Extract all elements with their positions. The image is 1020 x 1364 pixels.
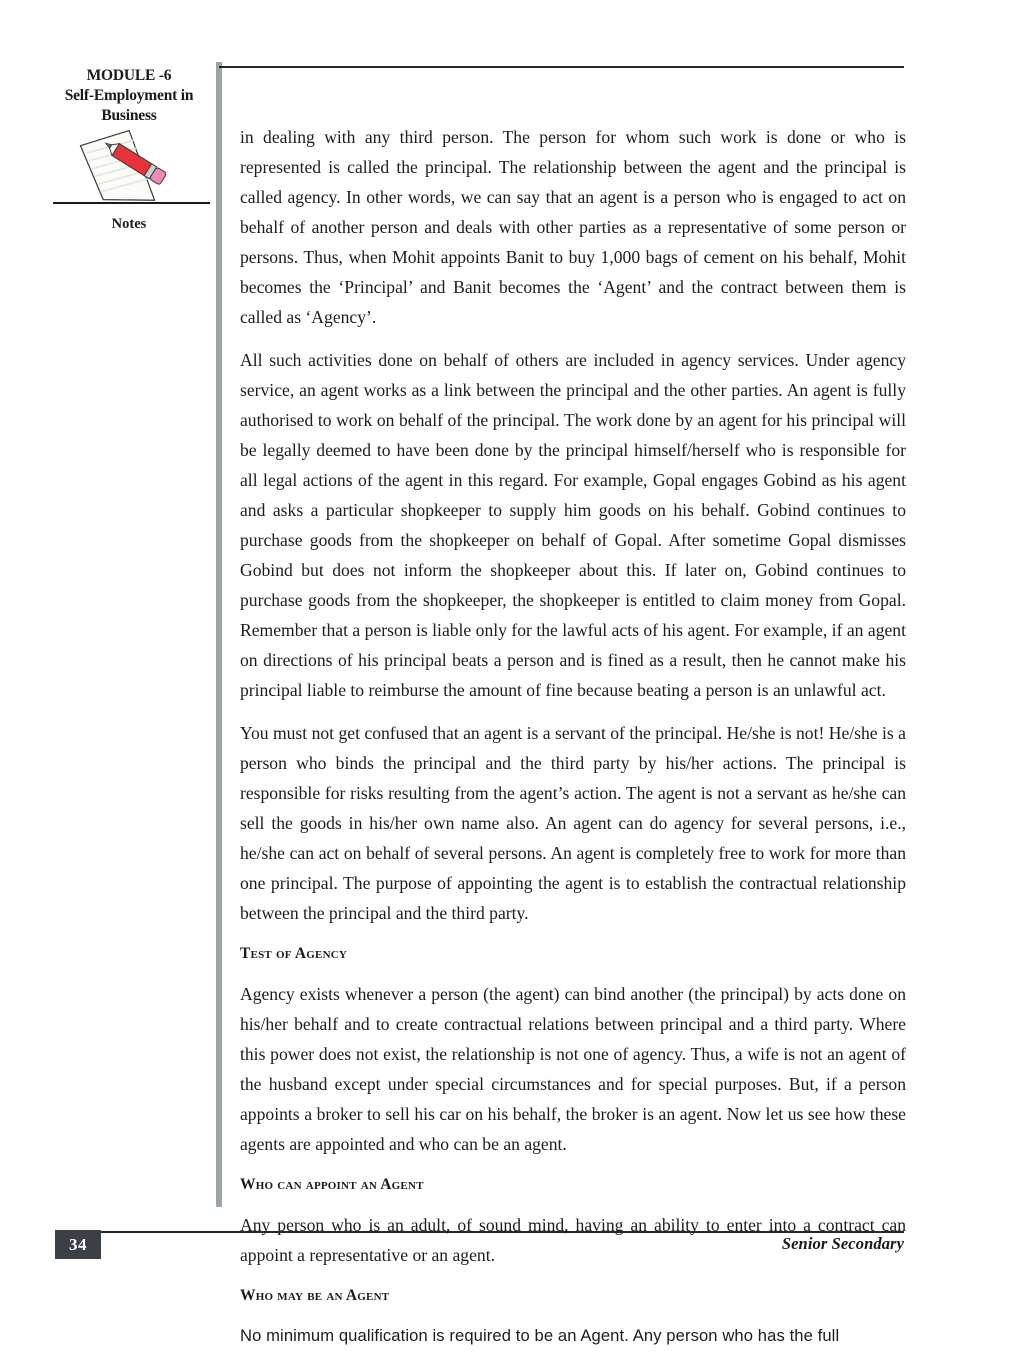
paragraph-3: You must not get confused that an agent is a servant of the principal. He/she is not! He/she is a person who binds the principal and the third party by his/her actions. The principal is responsible for risks resulting from the agent’s action. The agent is not a servant as he/she can sell the goods in his/her own name also. An agent can do agency for several persons, i.e., he/she can act on behalf of several persons. An agent is completely free to work for more than one principal. The purpose of appointing the agent is to establish the contractual relationship between the principal and the third party. xyxy=(240,723,906,923)
paragraph-5: Any person who is an adult, of sound mind, having an ability to enter into a contract can appoint a representative or an agent. xyxy=(240,1215,906,1265)
vertical-margin-rule xyxy=(216,62,222,1207)
footer-rule xyxy=(100,1231,904,1233)
footer-label: Senior Secondary xyxy=(781,1234,904,1253)
module-title-line-3: Business xyxy=(101,107,157,124)
body-text-column xyxy=(240,122,906,1364)
notes-paper-pencil-icon xyxy=(55,130,185,212)
paragraph-2: All such activities done on behalf of others are included in agency services. Under agency service, an agent works as a link between the principal and the other parties. An agent is fully authorised to work on behalf of the principal. The work done by an agent for his principal will be legally deemed to have been done by the principal himself/herself who is responsible for all legal actions of the agent in this regard. For example, Gopal engages Gobind as his agent and asks a particular shopkeeper to supply him goods on his behalf. Gobind continues to purchase goods from the shopkeeper on behalf of Gopal. After sometime Gopal dismisses Gobind but does not inform the shopkeeper about this. If later on, Gobind continues to purchase goods from the shopkeeper, the shopkeeper is entitled to claim money from Gopal. Remember that a person is liable only for the lawful acts of his agent. For example, if an agent on directions of his principal beats a person and is fined as a result, then he cannot make his principal liable to reimburse the amount of fine because beating a person is an unlawful act. xyxy=(240,350,906,700)
module-title-line-2: Self-Employment in xyxy=(64,87,194,104)
header-rule xyxy=(219,66,904,68)
notes-divider xyxy=(53,202,210,204)
module-title-line-1: MODULE -6 xyxy=(86,67,172,84)
page-number-badge: 34 xyxy=(55,1230,101,1259)
module-title xyxy=(40,66,218,126)
heading-test-of-agency: Test of Agency xyxy=(240,945,348,962)
module-header xyxy=(40,66,218,126)
notes-label: Notes xyxy=(111,216,147,232)
paragraph-1: in dealing with any third person. The person for whom such work is done or who is represented is called the principal. The relationship between the agent and the principal is called agency. In other words, we can say that an agent is a person who is engaged to act on behalf of another person and deals with other parties as a representative of some person or persons. Thus, when Mohit appoints Banit to buy 1,000 bags of cement on his behalf, Mohit becomes the ‘Principal’ and Banit becomes the ‘Agent’ and the contract between them is called as ‘Agency’. xyxy=(240,127,906,327)
paragraph-4: Agency exists whenever a person (the agent) can bind another (the principal) by acts done on his/her behalf and to create contractual relations between principal and a third party. Where this power does not exist, the relationship is not one of agency. Thus, a wife is not an agent of the husband except under special circumstances and for special purposes. But, if a person appoints a broker to sell his car on his behalf, the broker is an agent. Now let us see how these agents are appointed and who can be an agent. xyxy=(240,984,906,1154)
paragraph-6: No minimum qualification is required to be an Agent. Any person who has the full xyxy=(240,1326,840,1345)
heading-who-may-be-an-agent: Who may be an Agent xyxy=(240,1287,390,1304)
heading-who-can-appoint-an-agent: Who can appoint an Agent xyxy=(240,1176,424,1193)
